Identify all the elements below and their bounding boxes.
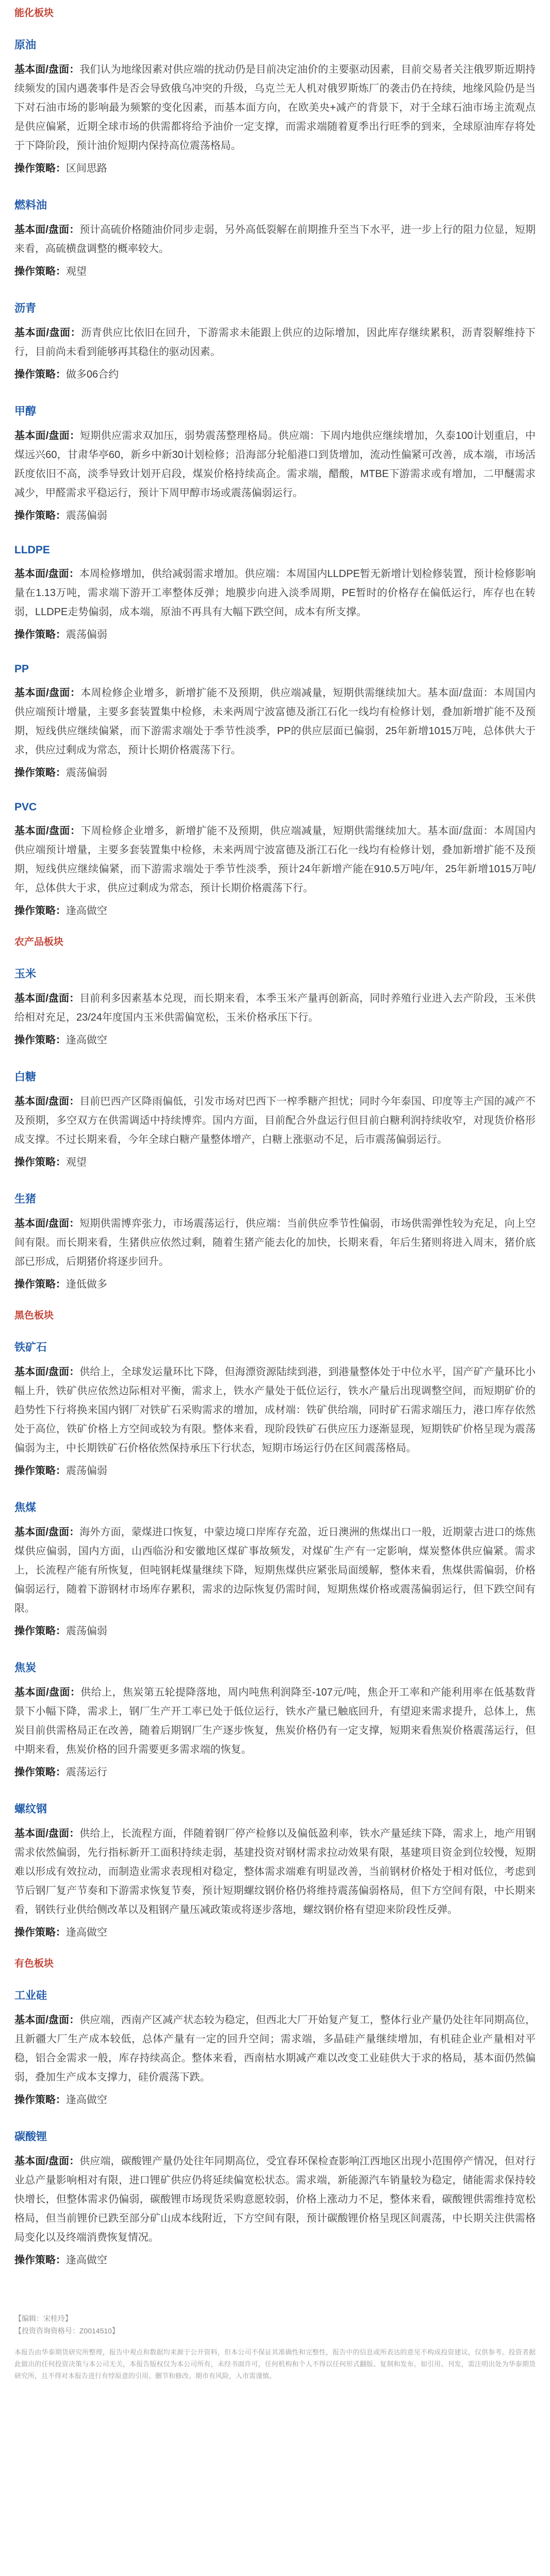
basic-analysis-text: 短期供应需求双加压，弱势震荡整理格局。供应端：下周内地供应继续增加，久泰100计划重启，中煤远兴60，甘肃华亭60，新乡中新30计划检修；沿海部分轮船港口到货增加，流动性偏紧可改善，成本端，市场活跃度依旧不高，淡季导致计划开启段，煤炭价格持续高企。需求端，醋酸，MTBE下游需求或有增加，二甲醚需求减少，甲醛需求平稳运行，预计下周甲醇市场或震荡偏弱运行。 xyxy=(14,430,536,499)
basic-analysis-paragraph xyxy=(14,221,536,259)
basic-label: 基本面/盘面： xyxy=(14,2014,80,2026)
strategy-value: 震荡偏弱 xyxy=(66,1465,107,1477)
strategy-label: 操作策略： xyxy=(14,1927,66,1938)
basic-analysis-text: 本周检修增加，供给减弱需求增加。供应端：本周国内LLDPE暂无新增计划检修装置，预计检修影响量在1.13万吨，需求端下游开工率整体反弹；地膜步向进入淡季周期，PE暂时的价格存在偏低运行，库存也在转弱，LLDPE走势偏弱，成本端，原油不再具有大幅下跌空间，成本有所支撑。 xyxy=(14,568,536,618)
strategy-line xyxy=(14,1155,536,1170)
basic-analysis-paragraph xyxy=(14,324,536,362)
strategy-label: 操作策略： xyxy=(14,1157,66,1168)
basic-label: 基本面/盘面： xyxy=(14,825,81,837)
strategy-label: 操作策略： xyxy=(14,163,66,174)
basic-label: 基本面/盘面： xyxy=(14,568,79,580)
basic-analysis-text: 短期供需博弈张力，市场震荡运行，供应端：当前供应季节性偏弱，市场供需弹性较为充足，向上空间有限。而长期来看，生猪供应依然过剩，随着生猪产能去化的加快，长期来看，年后生猪则将进入周末，猪价底部已形成，后期猪价将逐步回升。 xyxy=(14,1218,536,1267)
basic-analysis-paragraph xyxy=(14,684,536,760)
basic-label: 基本面/盘面： xyxy=(14,64,80,75)
commodity-title: 沥青 xyxy=(14,302,36,314)
section-header: 能化板块 xyxy=(14,8,54,19)
strategy-value: 逢高做空 xyxy=(66,905,107,917)
commodity-title: 燃料油 xyxy=(14,199,47,211)
strategy-line xyxy=(14,2092,536,2108)
disclaimer-text: 本报告由华泰期货研究所整理，报告中观点和数据均来源于公开资料，但本公司不保证其准确性和完整性，报告中的信息或所表达的意见不构成投资建议，仅供参考。投资者据此做出的任何投资决策与本公司无关，本报告版权仅为本公司所有，未经书面许可，任何机构和个人不得以任何形式翻版、复制和发布。如引用、刊发，需注明出处为华泰期货研究所，且不得对本报告进行有悖原意的引用、删节和修改。期市有风险，入市需谨慎。 xyxy=(14,2348,536,2380)
basic-label: 基本面/盘面： xyxy=(14,993,80,1004)
commodity-title: 工业硅 xyxy=(14,1990,47,2002)
basic-analysis-text: 预计高硫价格随油价同步走弱，另外高低裂解在前期推升至当下水平，进一步上行的阻力位显，短期来看，高硫横盘调整的概率较大。 xyxy=(14,224,536,255)
basic-analysis-paragraph xyxy=(14,1824,536,1920)
strategy-value: 震荡偏弱 xyxy=(66,510,107,521)
commodity-title: 铁矿石 xyxy=(14,1342,47,1353)
strategy-label: 操作策略： xyxy=(14,905,66,917)
commodity-title: 原油 xyxy=(14,39,36,51)
strategy-line xyxy=(14,1765,536,1780)
strategy-label: 操作策略： xyxy=(14,1035,66,1046)
strategy-value: 震荡运行 xyxy=(66,1767,107,1778)
strategy-value: 逢高做空 xyxy=(66,1035,107,1046)
basic-analysis-text: 供给上，长流程方面，伴随着钢厂停产检修以及偏低盈利率，铁水产量延续下降，需求上，地产用钢需求依然偏弱，先行指标新开工面积持续走弱，基建投资对钢材需求拉动效果有限，基建项目资金到位较慢，短期难以形成有效拉动，而制造业需求表现相对稳定，整体需求端难有明显改善，当前钢材价格处于相对低位，考虑到节后钢厂复产节奏和下游需求恢复节奏，预计短期螺纹钢价格仍将维持震荡偏弱格局，但下方空间有限，中长期来看，钢铁行业供给侧改革以及粗钢产量压减政策或将逐步落地，螺纹钢价格有望迎来阶段性反弹。 xyxy=(14,1828,536,1916)
strategy-value: 观望 xyxy=(66,1157,87,1168)
strategy-label: 操作策略： xyxy=(14,1625,66,1637)
basic-label: 基本面/盘面： xyxy=(14,1527,80,1538)
strategy-label: 操作策略： xyxy=(14,767,66,778)
basic-analysis-text: 我们认为地缘因素对供应端的扰动仍是目前决定油价的主要驱动因素，目前交易者关注俄罗斯近期持续频发的国内遇袭事件是否会导致俄乌冲突的升级，乌克兰无人机对俄罗斯炼厂的袭击仍在持续，地缘风险仍是当下对石油市场的影响最为频繁的变化因素，而基本面方向，在欧美央+减产的背景下，对于全球石油市场主流观点是供应偏紧，近期全球市场的供需都将给予油价一定支撑，而需求端随着夏季出行旺季的到来，全球原油库存将处于下降阶段，预计油价短期内保持高位震荡格局。 xyxy=(14,64,536,151)
basic-analysis-paragraph xyxy=(14,1523,536,1618)
basic-analysis-paragraph xyxy=(14,1092,536,1149)
basic-analysis-text: 目前巴西产区降雨偏低，引发市场对巴西下一榨季糖产担忧；同时今年泰国、印度等主产国的减产不及预期，多空双方在供需调适中持续博弈。国内方面，目前配合外盘运行但目前白糖利润持续收窄，对现货价格形成支撑。不过长期来看，今年全球白糖产量整体增产，白糖上涨驱动不足，后市震荡偏弱运行。 xyxy=(14,1096,536,1145)
basic-analysis-paragraph xyxy=(14,989,536,1027)
basic-label: 基本面/盘面： xyxy=(14,687,81,699)
basic-label: 基本面/盘面： xyxy=(14,327,81,338)
basic-analysis-paragraph xyxy=(14,1363,536,1458)
strategy-label: 操作策略： xyxy=(14,266,66,277)
strategy-line xyxy=(14,1032,536,1048)
strategy-value: 震荡偏弱 xyxy=(66,629,107,640)
strategy-label: 操作策略： xyxy=(14,2255,66,2266)
commodity-title: 焦煤 xyxy=(14,1502,36,1514)
basic-analysis-paragraph xyxy=(14,60,536,156)
strategy-line xyxy=(14,264,536,279)
strategy-line xyxy=(14,1623,536,1639)
strategy-value: 逢高做空 xyxy=(66,1927,107,1938)
basic-analysis-text: 供给上，焦炭第五轮提降落地，周内吨焦利润降至-107元/吨，焦企开工率和产能利用率在低基数背景下小幅下降，需求上，钢厂生产开工率已处于低位运行，铁水产量已触底回升，有望迎来需求提升，总体上，焦炭目前供需格局正在改善，随着后期钢厂生产逐步恢复，焦炭价格仍有一定支撑，短期来看焦炭价格震荡运行，但中期来看，焦炭价格的回升需要更多需求端的恢复。 xyxy=(14,1687,536,1755)
editor-credit: 【编辑：宋桂玲】 xyxy=(14,2314,72,2323)
strategy-line xyxy=(14,161,536,176)
section-header: 农产品板块 xyxy=(14,937,64,947)
basic-label: 基本面/盘面： xyxy=(14,1366,80,1378)
section-header: 黑色板块 xyxy=(14,1310,54,1321)
strategy-value: 做多06合约 xyxy=(66,369,119,380)
basic-analysis-paragraph xyxy=(14,565,536,622)
strategy-label: 操作策略： xyxy=(14,1767,66,1778)
basic-analysis-text: 海外方面，蒙煤进口恢复，中蒙边境口岸库存充盈，近日澳洲的焦煤出口一般，近期蒙古进口的炼焦煤供应偏弱，国内方面，山西临汾和安徽地区煤矿事故频发，对煤矿生产有一定影响，煤炭整体供应偏紧。需求上，长流程产能有所恢复，但吨钢耗煤量继续下降，短期焦煤供应紧张局面缓解，整体来看，焦煤供需偏弱，价格偏弱运行，随着下游钢材市场库存累积，需求的边际恢复仍需时间，短期焦煤价格或震荡偏弱运行，但下跌空间有限。 xyxy=(14,1527,536,1614)
strategy-line xyxy=(14,367,536,382)
strategy-value: 逢高做空 xyxy=(66,2094,107,2106)
strategy-line xyxy=(14,627,536,642)
commodity-title: 生猪 xyxy=(14,1193,36,1205)
strategy-value: 区间思路 xyxy=(66,163,107,174)
basic-analysis-text: 目前利多因素基本兑现，而长期来看，本季玉米产量再创新高，同时养殖行业进入去产阶段，玉米供给相对充足，23/24年度国内玉米供需偏宽松，玉米价格承压下行。 xyxy=(14,993,536,1023)
basic-analysis-text: 供应端，西南产区减产状态较为稳定，但西北大厂开始复产复工，整体行业产量仍处往年同期高位，且新疆大厂生产成本较低，总体产量有一定的回升空间；需求端，多晶硅产量继续增加，有机硅企业产量相对平稳，铝合金需求一般，库存持续高企。整体来看，西南枯水期减产难以改变工业硅供大于求的格局，基本面仍然偏弱，叠加生产成本支撑力，硅价震荡下跌。 xyxy=(14,2014,536,2083)
basic-label: 基本面/盘面： xyxy=(14,2156,80,2167)
strategy-label: 操作策略： xyxy=(14,369,66,380)
basic-analysis-text: 沥青供应比依旧在回升，下游需求未能跟上供应的边际增加，因此库存继续累积，沥青裂解维持下行，目前尚未看到能够再其稳住的驱动因素。 xyxy=(14,327,536,358)
commodity-title: PVC xyxy=(14,801,37,813)
basic-analysis-paragraph xyxy=(14,822,536,898)
strategy-line xyxy=(14,508,536,523)
strategy-label: 操作策略： xyxy=(14,1465,66,1477)
basic-label: 基本面/盘面： xyxy=(14,1096,80,1107)
basic-label: 基本面/盘面： xyxy=(14,1828,80,1839)
basic-analysis-text: 本周检修企业增多，新增扩能不及预期，供应端减量，短期供需继续加大。基本面/盘面：本周国内供应端预计增量，主要多套装置集中检修，未来两周宁波富德及浙江石化一线均有检修计划，叠加新增扩能不及预期，短线供应继续偏紧，而下游需求端处于季节性淡季，PP的供应层面已偏弱，25年新增1015万吨，总体供大于求，供应过剩成为常态，预计长期价格震荡下行。 xyxy=(14,687,536,756)
strategy-label: 操作策略： xyxy=(14,629,66,640)
commodity-title: 白糖 xyxy=(14,1071,36,1083)
commodity-title: 螺纹钢 xyxy=(14,1803,47,1815)
strategy-line xyxy=(14,1925,536,1940)
strategy-line xyxy=(14,1277,536,1292)
qualification-id: 【投资咨询资格号：Z0014510】 xyxy=(14,2327,120,2335)
commodity-title: 甲醇 xyxy=(14,405,36,417)
strategy-line xyxy=(14,1463,536,1479)
strategy-line xyxy=(14,903,536,919)
basic-analysis-paragraph xyxy=(14,1214,536,1272)
strategy-value: 震荡偏弱 xyxy=(66,767,107,778)
basic-analysis-paragraph xyxy=(14,1683,536,1759)
commodity-title: 碳酸锂 xyxy=(14,2131,47,2143)
basic-analysis-text: 下周检修企业增多，新增扩能不及预期，供应端减量，短期供需继续加大。基本面/盘面：本周国内供应端预计增量，主要多套装置集中检修，未来两周宁波富德及浙江石化一线均有检修计划，叠加新增扩能不及预期，短线供应继续偏紧，而下游需求端处于季节性淡季，预计24年新增产能在910.5万吨/年，25年新增1015万吨/年，总体供大于求，供应过剩成为常态，预计长期价格震荡下行。 xyxy=(14,825,536,894)
basic-label: 基本面/盘面： xyxy=(14,224,80,235)
strategy-line xyxy=(14,2252,536,2268)
commodity-title: PP xyxy=(14,663,29,675)
strategy-line xyxy=(14,765,536,781)
strategy-label: 操作策略： xyxy=(14,2094,66,2106)
basic-analysis-paragraph xyxy=(14,2011,536,2087)
strategy-value: 逢高做空 xyxy=(66,2255,107,2266)
commodity-title: 焦炭 xyxy=(14,1662,36,1674)
section-header: 有色板块 xyxy=(14,1958,54,1969)
basic-analysis-paragraph xyxy=(14,2152,536,2247)
commodity-title: 玉米 xyxy=(14,968,36,980)
strategy-value: 观望 xyxy=(66,266,87,277)
report-footer xyxy=(14,2312,536,2382)
basic-analysis-text: 供给上，全球发运量环比下降，但海漂资源陆续到港，到港量整体处于中位水平，国产矿产量环比小幅上升，铁矿供应依然边际相对平衡，需求上，铁水产量处于低位运行，铁水产量后出现调整空间，而短期矿价的趋势性下行将换来国内钢厂对铁矿石采购需求的增加，成材端：铁矿供给端，同时矿石需求端压力，港口库存依然处于高位，铁矿价格上方空间或较为有限。整体来看，现阶段铁矿石供应压力逐渐显现，短期铁矿价格呈现为震荡偏弱为主，中长期铁矿石价格依然保持承压下行状态，短期市场运行仍在区间震荡格局。 xyxy=(14,1366,536,1454)
basic-analysis-text: 供应端，碳酸锂产量仍处往年同期高位，受宜春环保检查影响江西地区出现小范围停产情况，但对行业总产量影响相对有限，进口锂矿供应仍将延续偏宽松状态。需求端，新能源汽车销量较为稳定，储能需求保持较快增长，但整体需求仍偏弱，碳酸锂市场现货采购意愿较弱，价格上涨动力不足，整体来看，碳酸锂供需维持宽松格局，但当前锂价已跌至部分矿山成本线附近，下方空间有限，预计碳酸锂价格呈现区间震荡，中长期关注供需格局变化以及终端消费恢复情况。 xyxy=(14,2156,536,2243)
basic-label: 基本面/盘面： xyxy=(14,1687,81,1698)
strategy-label: 操作策略： xyxy=(14,1279,66,1290)
basic-label: 基本面/盘面： xyxy=(14,1218,80,1229)
commodity-title: LLDPE xyxy=(14,544,50,556)
basic-analysis-paragraph xyxy=(14,427,536,503)
strategy-value: 震荡偏弱 xyxy=(66,1625,107,1637)
strategy-value: 逢低做多 xyxy=(66,1279,107,1290)
basic-label: 基本面/盘面： xyxy=(14,430,80,442)
strategy-label: 操作策略： xyxy=(14,510,66,521)
